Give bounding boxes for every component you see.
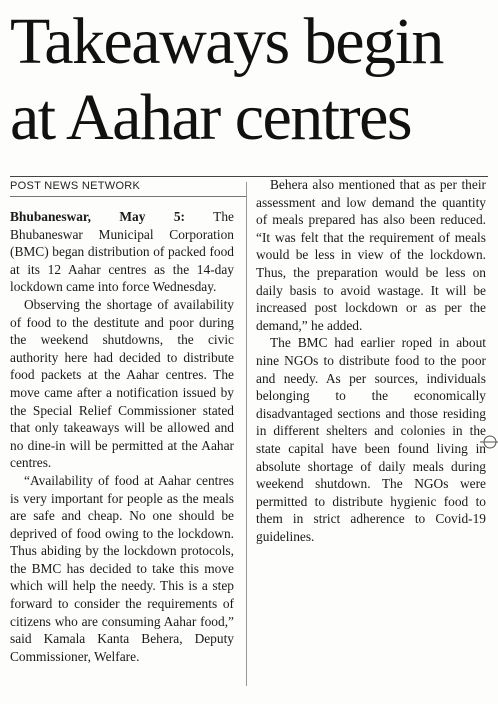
paragraph-1-text: The Bhubaneswar Municipal Corporation (BMC) began distribution of packed food at its 12 Aahar centres as the 14-day lockdown came into force Wednesday. bbox=[10, 209, 234, 295]
paragraph-5: The BMC had earlier roped in about nine NGOs to distribute food to the poor and needy. As per sources, individuals belonging to the economically disadvantaged sections and those residing in different shelters and colonies in the state capital have been found living in absolute shortage of daily meals during weekend shutdown. The NGOs were permitted to distribute hygienic food to them in strict adherence to Covid-19 guidelines. bbox=[256, 335, 486, 544]
article-column-left bbox=[10, 208, 234, 665]
column-divider bbox=[246, 182, 247, 686]
article-column-right bbox=[256, 176, 486, 545]
headline-line-2: at Aahar centres bbox=[10, 81, 412, 154]
headline bbox=[10, 4, 490, 156]
paragraph-4: Behera also mentioned that as per their assessment and low demand the quantity of meals prepared has also been reduced. “It was felt that the requirement of meals would be less in view of the lockdown. Thus, the preparation would be less on daily basis to avoid wastage. It will be increased post lockdown or as per the demand,” he added. bbox=[256, 177, 486, 333]
registration-mark-icon bbox=[478, 432, 498, 452]
headline-line-1: Takeaways begin bbox=[10, 5, 443, 78]
dateline: Bhubaneswar, May 5: bbox=[10, 209, 185, 224]
paragraph-2: Observing the shortage of availability of food to the destitute and poor during the weekend shutdowns, the civic authority here had decided to distribute food packets at the Aahar centres. The move came after a notification issued by the Special Relief Commissioner stated that only takeaways will be allowed and no dine-in will be permitted at the Aahar centres. bbox=[10, 296, 234, 471]
paragraph-3: “Availability of food at Aahar centres is very important for people as the meals are safe and cheap. No one should be deprived of food owing to the lockdown. Thus abiding by the lockdown protocols, the BMC has decided to take this move which will help the needy. This is a step forward to consider the requirements of citizens who are consuming Aahar food,” said Kamala Kanta Behera, Deputy Commissioner, Welfare. bbox=[10, 472, 234, 664]
byline-rule bbox=[10, 196, 246, 197]
paragraph-1 bbox=[10, 208, 234, 296]
byline: POST NEWS NETWORK bbox=[10, 180, 141, 192]
